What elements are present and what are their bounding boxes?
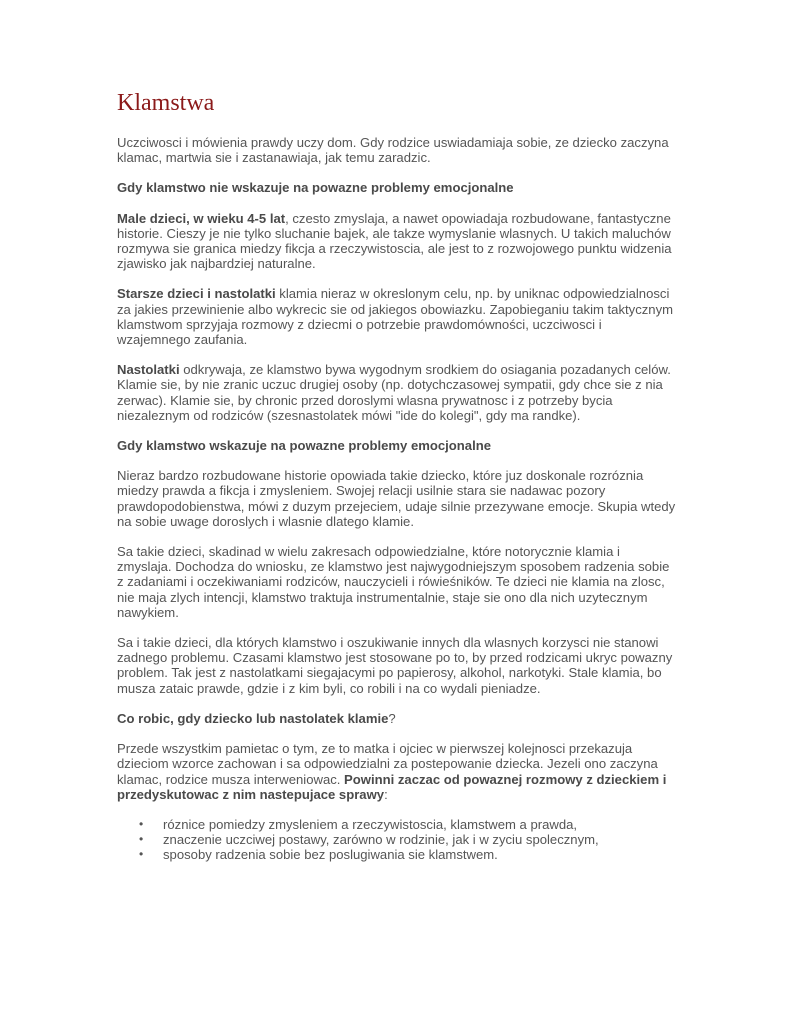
paragraph-tail: : xyxy=(384,786,388,802)
discussion-topics-list xyxy=(117,817,677,863)
list-item xyxy=(117,847,677,862)
paragraph-text: klamia nieraz w okreslonym celu, np. by uniknac odpowiedzialnosci za jakies przewinienie albo wykrecic sie od jakiegos obowiazku. Zapobieganiu takim taktycznym klamstwom sprzyjaja rozmowy z dziecmi o potrzebie prawdomówności, uczciwosci i wzajemnego zaufania. xyxy=(117,286,674,348)
bold-lead: Nastolatki xyxy=(117,362,180,378)
paragraph-teenagers xyxy=(117,362,677,423)
paragraph-small-children xyxy=(117,211,677,272)
paragraph-parents-role xyxy=(117,741,677,802)
heading-bold: Co robic, gdy dziecko lub nastolatek klamie xyxy=(117,710,389,726)
paragraph-text: , czesto zmyslaja, a nawet opowiadaja rozbudowane, fantastyczne historie. Cieszy je nie tylko sluchanie bajek, ale takze wymyslanie wlasnych. U takich maluchów rozmywa sie granica miedzy fikcja a rzeczywistoscia, ale jest to z rozwojowego punktu widzenia zjawisko jak najbardziej naturalne. xyxy=(117,210,672,272)
list-item-text: róznice pomiedzy zmysleniem a rzeczywistoscia, klamstwem a prawda, xyxy=(163,816,578,832)
heading-tail: ? xyxy=(388,710,396,726)
paragraph-self-interest-lying: Sa i takie dzieci, dla których klamstwo i oszukiwanie innych dla wlasnych korzysci nie stanowi zadnego problemu. Czasami klamstwo jest stosowane po to, by przed rodzicami ukryc powazny problem. Tak jest z nastolatkami siegajacymi po papierosy, alkohol, narkotyki. Stale klamia, bo musza zataic prawde, gdzie i z kim byli, co robili i na co wydali pieniadze. xyxy=(117,635,673,696)
bold-lead: Male dzieci, w wieku 4-5 lat xyxy=(117,210,286,226)
document-page xyxy=(117,88,677,863)
section-heading-emotional-problems: Gdy klamstwo wskazuje na powazne problemy emocjonalne xyxy=(117,438,492,454)
paragraph-older-children xyxy=(117,286,677,347)
paragraph-text: Przede wszystkim pamietac o tym, ze to matka i ojciec w pierwszej kolejnosci przekazuja dzieciom wzorce zachowan i sa odpowiedzialni za postepowanie dziecka. Jezeli ono zaczyna klamac, rodzice musza interweniowac. xyxy=(117,741,658,787)
list-item xyxy=(117,832,677,847)
paragraph-elaborate-stories: Nieraz bardzo rozbudowane historie opowiada takie dziecko, które juz doskonale rozróznia miedzy prawda a fikcja i zmysleniem. Swojej relacji usilnie stara sie nadawac pozory prawdopodobienstwa, mówi z duzym przejeciem, udaje silnie przezywane emocje. Skupia wtedy na sobie uwage doroslych i wlasnie dlatego klamie. xyxy=(117,468,676,529)
bold-lead: Starsze dzieci i nastolatki xyxy=(117,286,276,302)
bold-recommendation: Powinni zaczac od powaznej rozmowy z dzieckiem i przedyskutowac z nim nastepujace sprawy xyxy=(117,771,667,802)
section-heading-what-to-do xyxy=(117,711,677,726)
list-item-text: sposoby radzenia sobie bez poslugiwania sie klamstwem. xyxy=(163,847,498,863)
list-item xyxy=(117,817,677,832)
document-title: Klamstwa xyxy=(117,90,215,116)
section-heading-no-emotional-problems: Gdy klamstwo nie wskazuje na powazne problemy emocjonalne xyxy=(117,180,514,196)
bullet-icon: • xyxy=(139,847,144,862)
intro-paragraph: Uczciwosci i mówienia prawdy uczy dom. Gdy rodzice uswiadamiaja sobie, ze dziecko zaczyna klamac, martwia sie i zastanawiaja, jak temu zaradzic. xyxy=(117,135,669,166)
bullet-icon: • xyxy=(139,832,144,847)
paragraph-habitual-lying: Sa takie dzieci, skadinad w wielu zakresach odpowiedzialne, które notorycznie klamia i zmyslaja. Dochodza do wniosku, ze klamstwo jest najwygodniejszym sposobem radzenia sobie z zadaniami i oczekiwaniami rodziców, nauczycieli i rówieśników. Te dzieci nie klamia na zlosc, nie maja zlych intencji, klamstwo traktuja instrumentalnie, staje sie ono dla nich uzytecznym nawykiem. xyxy=(117,544,670,620)
bullet-icon: • xyxy=(139,816,144,831)
paragraph-text: odkrywaja, ze klamstwo bywa wygodnym srodkiem do osiagania pozadanych celów. Klamie sie, by nie zranic uczuc drugiej osoby (np. dotychczasowej sympatii, gdy chce sie z nia zerwac). Klamie sie, by chronic przed doroslymi wlasna prywatnosc i z potrzeby bycia niezaleznym od rodziców (szesnastolatek mówi "ide do kolegi", gdy ma randke). xyxy=(117,362,671,423)
list-item-text: znaczenie uczciwej postawy, zarówno w rodzinie, jak i w zyciu spolecznym, xyxy=(163,832,599,848)
